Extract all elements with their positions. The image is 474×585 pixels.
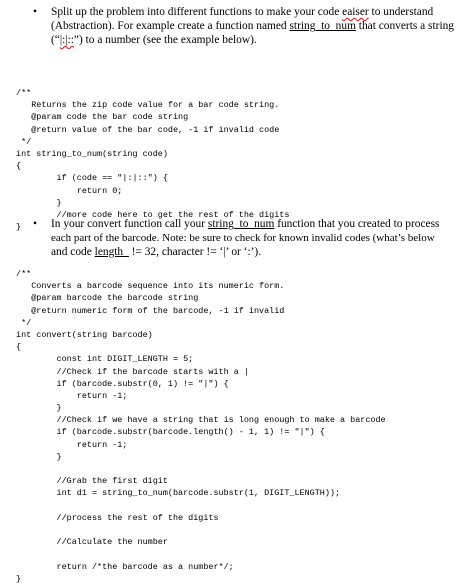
code-line <box>16 524 386 536</box>
code-line: @return value of the bar code, -1 if invalid code <box>16 124 280 135</box>
bullet-1-line-3: (“|:|::”) to a number (see the example below). <box>51 34 257 46</box>
barcode-example: |:|:: <box>59 34 74 46</box>
code-line: //Check if the barcode starts with a | <box>16 366 249 377</box>
code-line: { <box>16 161 22 172</box>
function-name: string_to_num <box>207 218 275 230</box>
code-line: //more code here to get the rest of the digits <box>16 209 290 220</box>
code-line: const int DIGIT_LENGTH = 5; <box>16 354 194 365</box>
length-keyword: length_ <box>94 246 129 258</box>
instruction-bullet-2 <box>33 217 471 259</box>
bullet-1-line-2: (Abstraction). For example create a function named string_to_num that converts a string <box>51 20 454 32</box>
instruction-bullet-1 <box>33 5 471 47</box>
bullet-marker: • <box>33 6 37 18</box>
code-line: @param barcode the barcode string <box>16 293 199 304</box>
code-line: } <box>16 573 22 584</box>
code-line: //process the rest of the digits <box>16 512 219 523</box>
code-line: Returns the zip code value for a bar code string. <box>16 100 280 111</box>
code-line: //Calculate the number <box>16 537 168 548</box>
code-line: { <box>16 342 22 353</box>
misspelled-word: eaiser <box>342 6 369 18</box>
bullet-1-line-1: Split up the problem into different functions to make your code eaiser to understand <box>51 6 434 18</box>
code-line: int d1 = string_to_num(barcode.substr(1, DIGIT_LENGTH)); <box>16 488 341 499</box>
code-line: return -1; <box>16 439 128 450</box>
code-line: if (barcode.substr(barcode.length() - 1, 1) != "|") { <box>16 427 325 438</box>
code-line: if (barcode.substr(0, 1) != "|") { <box>16 378 229 389</box>
code-line: if (code == "|:|::") { <box>16 173 168 184</box>
code-line: } <box>16 403 62 414</box>
code-line: Converts a barcode sequence into its numeric form. <box>16 281 285 292</box>
code-line: int convert(string barcode) <box>16 329 153 340</box>
code-line: @return numeric form of the barcode, -1 if invalid <box>16 305 285 316</box>
bullet-2-line-3: and code length_ != 32, character != ‘|’ or ‘:’). <box>51 246 262 258</box>
code-line: return /*the barcode as a number*/; <box>16 561 234 572</box>
code-line: */ <box>16 136 32 147</box>
bullet-marker: • <box>33 218 37 230</box>
code-line: /** <box>16 269 32 279</box>
code-line: /** <box>16 88 32 98</box>
code-line <box>16 463 386 475</box>
code-line: return -1; <box>16 390 128 401</box>
code-line: int string_to_num(string code) <box>16 148 168 159</box>
code-line: } <box>16 197 62 208</box>
code-line: @param code the bar code string <box>16 112 189 123</box>
bullet-2-line-2: each part of the barcode. Note: be sure to check for known invalid codes (what’s below <box>51 232 435 244</box>
code-line: return 0; <box>16 185 123 196</box>
code-line <box>16 500 386 512</box>
code-block-convert <box>16 268 386 585</box>
bullet-2-line-1: In your convert function call your string_to_num function that you created to process <box>51 218 440 230</box>
code-line: */ <box>16 317 32 328</box>
code-line: } <box>16 451 62 462</box>
code-block-string-to-num <box>16 87 289 233</box>
function-name: string_to_num <box>289 20 356 32</box>
code-line: } <box>16 222 22 233</box>
code-line: //Check if we have a string that is long enough to make a barcode <box>16 415 386 426</box>
code-line: //Grab the first digit <box>16 476 168 487</box>
code-line <box>16 548 386 560</box>
